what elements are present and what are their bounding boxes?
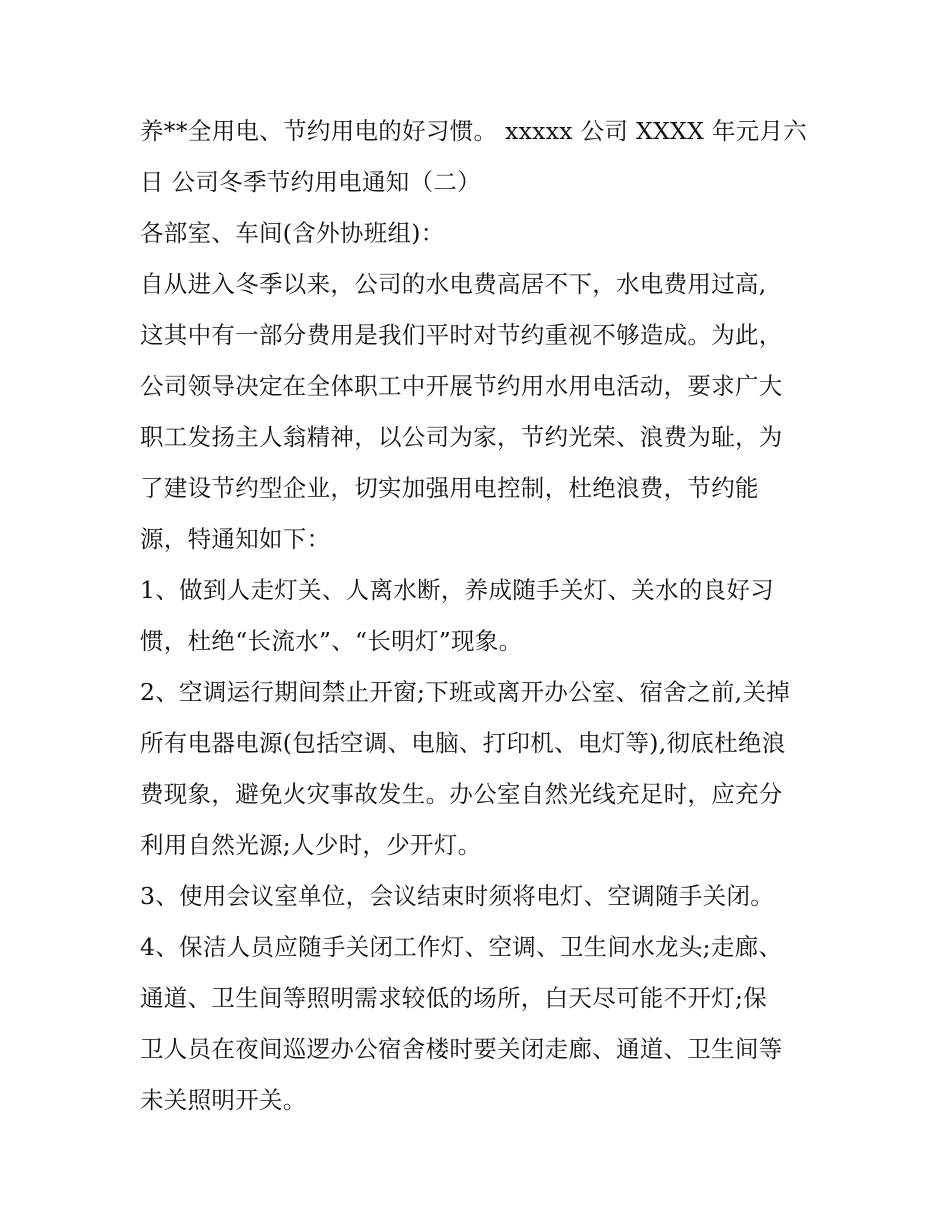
text-line: 通道、卫生间等照明需求较低的场所，白天尽可能不开灯;保 bbox=[140, 984, 768, 1012]
text-line: 自从进入冬季以来，公司的水电费高居不下，水电费用过高, bbox=[140, 270, 767, 298]
text-line: 养**全用电、节约用电的好习惯。 xxxxx 公司 XXXX 年元月六 bbox=[140, 117, 808, 145]
notice-title-line: 日 公司冬季节约用电通知（二） bbox=[140, 168, 481, 196]
text-line: 这其中有一部分费用是我们平时对节约重视不够造成。为此， bbox=[140, 321, 783, 349]
text-line: 职工发扬主人翁精神，以公司为家，节约光荣、浪费为耻，为 bbox=[140, 423, 783, 451]
text-line: 公司领导决定在全体职工中开展节约用水用电活动，要求广大 bbox=[140, 372, 783, 400]
addressee-line: 各部室、车间(含外协班组)： bbox=[140, 219, 445, 247]
document-body bbox=[140, 106, 820, 1126]
text-line: 未关照明开关。 bbox=[140, 1086, 307, 1114]
list-item-2: 2、空调运行期间禁止开窗;下班或离开办公室、宿舍之前,关掉 bbox=[140, 678, 791, 706]
list-item-1: 1、做到人走灯关、人离水断，养成随手关灯、关水的良好习 bbox=[140, 576, 775, 604]
text-line: 惯，杜绝“长流水”、“长明灯”现象。 bbox=[140, 627, 523, 655]
text-line: 费现象，避免火灾事故发生。办公室自然光线充足时，应充分 bbox=[140, 780, 783, 808]
text-line: 了建设节约型企业，切实加强用电控制，杜绝浪费，节约能 bbox=[140, 474, 759, 502]
text-line: 所有电器电源(包括空调、电脑、打印机、电灯等),彻底杜绝浪 bbox=[140, 729, 786, 757]
text-line: 卫人员在夜间巡逻办公宿舍楼时要关闭走廊、通道、卫生间等 bbox=[140, 1035, 783, 1063]
list-item-3: 3、使用会议室单位，会议结束时须将电灯、空调随手关闭。 bbox=[140, 882, 775, 910]
list-item-4: 4、保洁人员应随手关闭工作灯、空调、卫生间水龙头;走廊、 bbox=[140, 933, 783, 961]
text-line: 源，特通知如下： bbox=[140, 525, 331, 553]
text-line: 利用自然光源;人少时，少开灯。 bbox=[140, 831, 482, 859]
